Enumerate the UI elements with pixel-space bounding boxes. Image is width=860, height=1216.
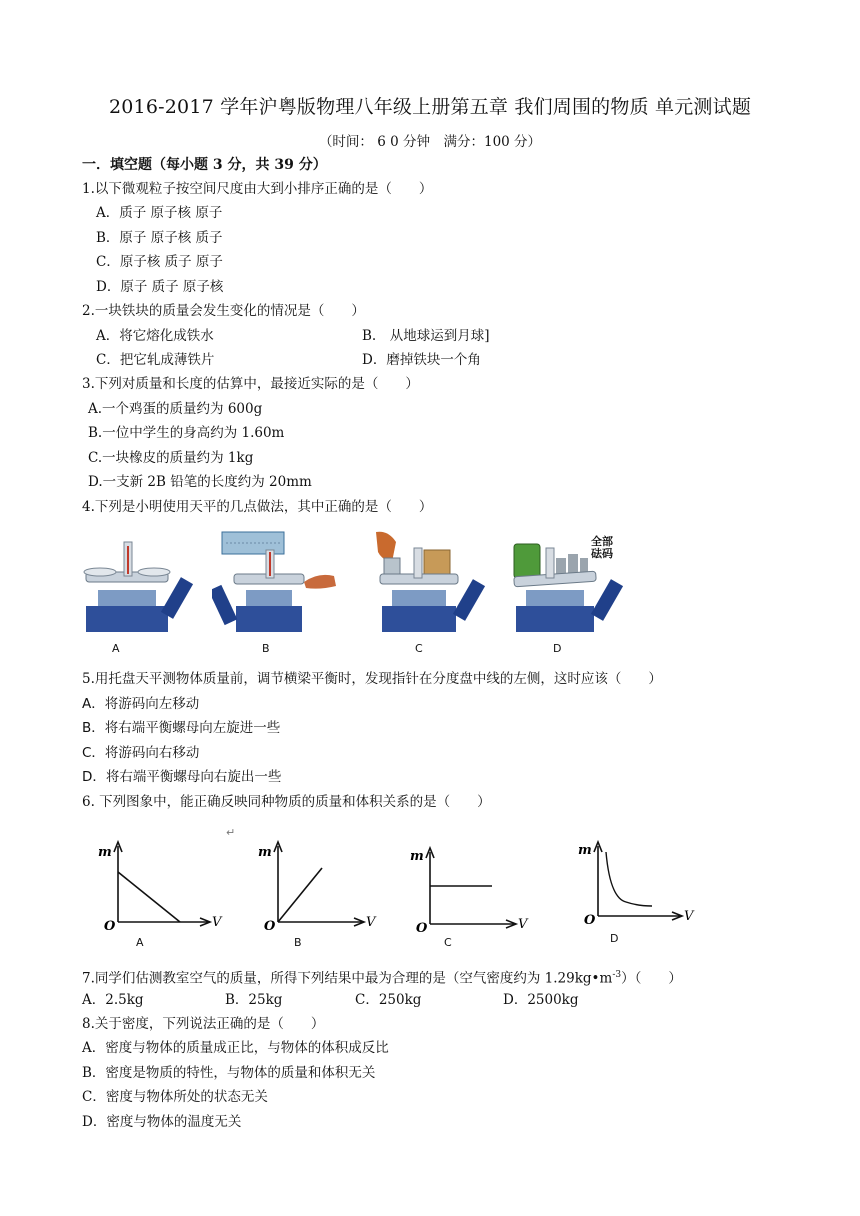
question-7-option-c: C．250kg — [355, 992, 422, 1008]
graph-c-origin: O — [416, 921, 428, 936]
graph-label-c: C — [444, 936, 452, 949]
question-2-option-c: C．把它轧成薄铁片 — [96, 352, 215, 368]
section-heading: 一．填空题（每小题 3 分，共 39 分） — [82, 157, 327, 173]
question-7-option-b: B．25kg — [225, 992, 283, 1008]
graph-d-origin: O — [584, 913, 596, 928]
question-1-stem: 1.以下微观粒子按空间尺度由大到小排序正确的是（ ） — [82, 181, 433, 197]
graph-c-x-label: V — [518, 917, 528, 932]
question-3-option-b: B.一位中学生的身高约为 1.60m — [88, 425, 285, 441]
graph-b — [256, 838, 386, 938]
question-8-option-d: D．密度与物体的温度无关 — [82, 1114, 242, 1130]
balance-label-d: D — [553, 642, 562, 655]
question-8-option-b: B．密度是物质的特性，与物体的质量和体积无关 — [82, 1065, 376, 1081]
question-7-option-d: D．2500kg — [503, 992, 579, 1008]
graph-a-y-label: m — [98, 845, 112, 860]
graph-label-d: D — [610, 932, 619, 945]
question-5-option-a: A．将游码向左移动 — [82, 696, 200, 712]
question-7-stem — [82, 966, 682, 988]
graph-c-y-label: m — [410, 849, 424, 864]
balance-figure-b — [212, 528, 342, 640]
question-5-option-c: C．将游码向右移动 — [82, 745, 200, 761]
question-8-stem: 8.关于密度，下列说法正确的是（ ） — [82, 1016, 325, 1032]
graph-label-b: B — [294, 936, 302, 949]
graph-label-a: A — [136, 936, 144, 949]
graph-a-origin: O — [104, 919, 116, 934]
question-2-option-b: B. 从地球运到月球] — [362, 328, 490, 344]
balance-figure-c — [370, 528, 492, 640]
question-8-option-c: C．密度与物体所处的状态无关 — [82, 1089, 268, 1105]
question-1-option-d: D．原子 质子 原子核 — [96, 279, 224, 295]
graph-d-y-label: m — [578, 843, 592, 858]
question-7-option-a: A．2.5kg — [82, 992, 144, 1008]
balance-label-c: C — [415, 642, 423, 655]
balance-label-b: B — [262, 642, 270, 655]
graph-d-x-label: V — [684, 909, 694, 924]
graph-a — [96, 838, 226, 938]
graph-b-x-label: V — [366, 915, 376, 930]
return-mark: ↵ — [226, 826, 236, 839]
graph-b-y-label: m — [258, 845, 272, 860]
graph-b-origin: O — [264, 919, 276, 934]
question-3-option-d: D.一支新 2B 铅笔的长度约为 20mm — [88, 474, 312, 490]
question-2-stem: 2.一块铁块的质量会发生变化的情况是（ ） — [82, 303, 365, 319]
graph-d — [576, 838, 706, 934]
question-4-stem: 4.下列是小明使用天平的几点做法，其中正确的是（ ） — [82, 499, 433, 515]
question-8-option-a: A．密度与物体的质量成正比，与物体的体积成反比 — [82, 1040, 389, 1056]
question-3-stem: 3.下列对质量和长度的估算中，最接近实际的是（ ） — [82, 376, 419, 392]
question-7-stem-text: 7.同学们估测教室空气的质量，所得下列结果中最为合理的是（空气密度约为 1.29kg•m — [82, 970, 613, 987]
balance-figure-a — [78, 528, 196, 640]
question-1-option-c: C．原子核 质子 原子 — [96, 254, 223, 270]
question-1-option-b: B．原子 原子核 质子 — [96, 230, 223, 246]
page-title: 2016-2017 学年沪粤版物理八年级上册第五章 我们周围的物质 单元测试题 — [108, 96, 752, 118]
question-2-option-a: A．将它熔化成铁水 — [96, 328, 214, 344]
graph-a-x-label: V — [212, 915, 222, 930]
question-3-option-a: A.一个鸡蛋的质量约为 600g — [88, 401, 263, 417]
balance-label-a: A — [112, 642, 120, 655]
page-subtitle: （时间： 6 0 分钟 满分：100 分） — [318, 134, 542, 150]
weights-note: 全部砝码 — [591, 535, 613, 560]
question-5-stem: 5.用托盘天平测物体质量前，调节横梁平衡时，发现指针在分度盘中线的左侧，这时应该（ ） — [82, 671, 662, 687]
graph-c — [408, 844, 538, 940]
question-6-stem: 6. 下列图象中，能正确反映同种物质的质量和体积关系的是（ ） — [82, 794, 491, 810]
question-5-option-d: D．将右端平衡螺母向右旋出一些 — [82, 769, 282, 785]
question-5-option-b: B．将右端平衡螺母向左旋进一些 — [82, 720, 281, 736]
question-2-option-d: D．磨掉铁块一个角 — [362, 352, 481, 368]
question-7-unit-exponent: -3 — [612, 970, 622, 980]
question-7-stem-end: ）（ ） — [621, 970, 682, 987]
question-3-option-c: C.一块橡皮的质量约为 1kg — [88, 450, 254, 466]
question-1-option-a: A．质子 原子核 原子 — [96, 205, 223, 221]
